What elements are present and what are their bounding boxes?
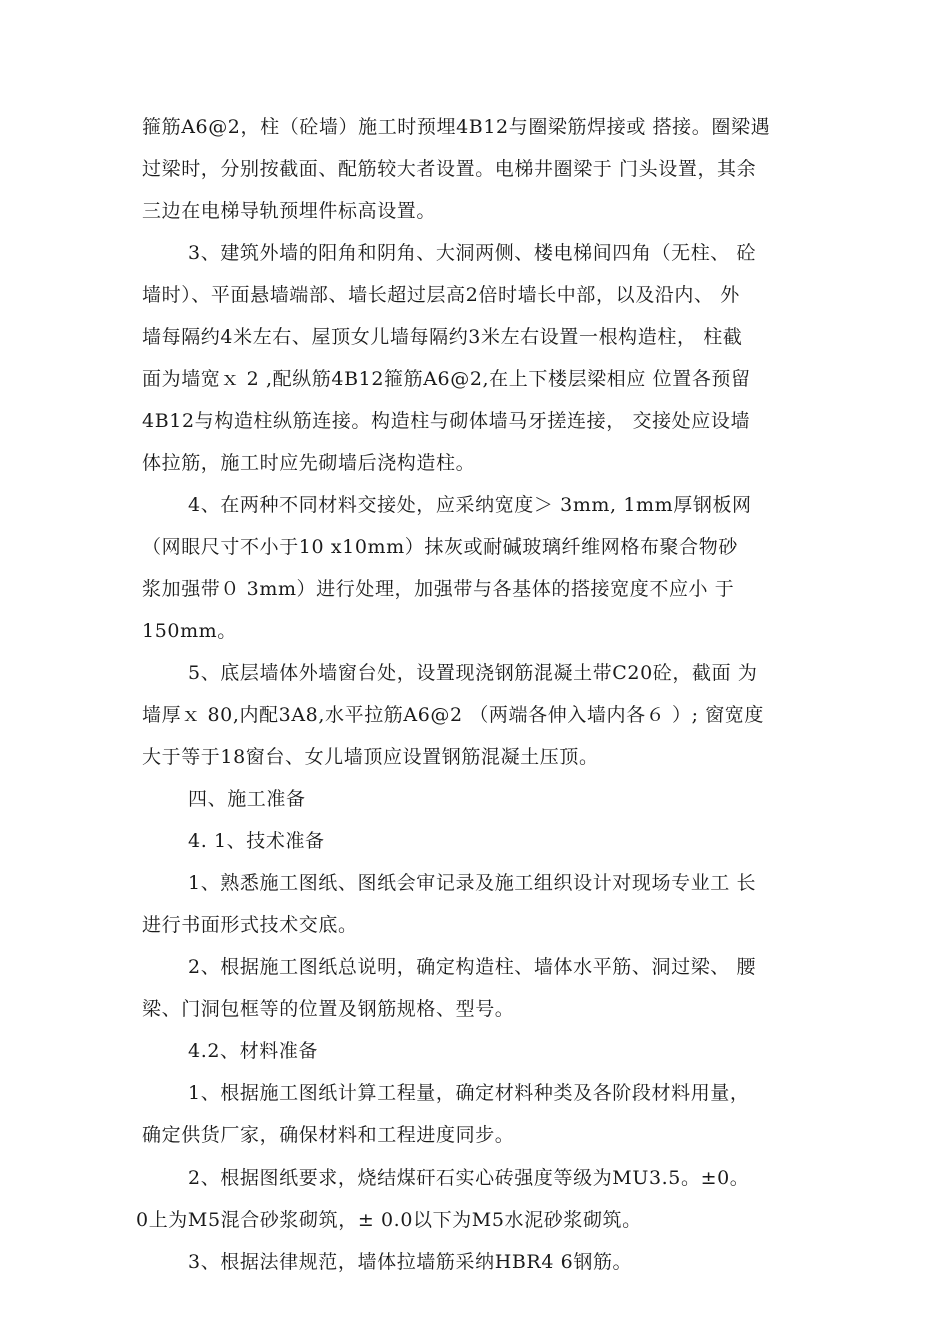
section-heading: 四、施工准备	[188, 788, 306, 810]
text-line: 墙每隔约4米左右、屋顶女儿墙每隔约3米左右设置一根构造柱， 柱截	[142, 326, 743, 348]
text-line: 三边在电梯导轨预埋件标高设置。	[142, 200, 437, 222]
paragraph-start: 2、根据施工图纸总说明，确定构造柱、墙体水平筋、洞过梁、 腰	[188, 956, 757, 978]
paragraph-start: 1、根据施工图纸计算工程量，确定材料种类及各阶段材料用量，	[188, 1082, 750, 1104]
subsection-heading: 4.2、材料准备	[188, 1040, 319, 1062]
text-line: 过梁时，分别按截面、配筋较大者设置。电梯井圈梁于 门头设置，其余	[142, 158, 757, 180]
text-line: 浆加强带０ 3mm）进行处理，加强带与各基体的搭接宽度不应小 于	[142, 578, 735, 600]
text-line: 150mm。	[142, 620, 237, 642]
paragraph-start: 1、熟悉施工图纸、图纸会审记录及施工组织设计对现场专业工 长	[188, 872, 757, 894]
text-line: 0上为M5混合砂浆砌筑，± 0.0以下为M5水泥砂浆砌筑。	[136, 1209, 642, 1231]
text-line: （网眼尺寸不小于10 x10mm）抹灰或耐碱玻璃纤维网格布聚合物砂	[142, 536, 738, 558]
paragraph-start: 5、底层墙体外墙窗台处，设置现浇钢筋混凝土带C20砼，截面 为	[188, 662, 758, 684]
text-line: 墙厚ｘ 80,内配3A8,水平拉筋A6@2 （两端各伸入墙内各６ ）; 窗宽度	[142, 704, 765, 726]
text-line: 4B12与构造柱纵筋连接。构造柱与砌体墙马牙搓连接， 交接处应设墙	[142, 410, 751, 432]
text-line: 大于等于18窗台、女儿墙顶应设置钢筋混凝土压顶。	[142, 746, 599, 768]
paragraph-start: 4、在两种不同材料交接处，应采纳宽度＞ 3mm, 1mm厚钢板网	[188, 494, 752, 516]
text-line: 进行书面形式技术交底。	[142, 914, 358, 936]
text-line: 墙时）、平面悬墙端部、墙长超过层高2倍时墙长中部，以及沿内、 外	[142, 284, 740, 306]
text-line: 确定供货厂家，确保材料和工程进度同步。	[142, 1124, 515, 1146]
paragraph-start: 3、建筑外墙的阳角和阴角、大洞两侧、楼电梯间四角（无柱、 砼	[188, 242, 757, 264]
text-line: 面为墙宽ｘ 2 ,配纵筋4B12箍筋A6@2,在上下楼层梁相应 位置各预留	[142, 368, 751, 390]
text-line: 体拉筋，施工时应先砌墙后浇构造柱。	[142, 452, 476, 474]
paragraph-start: 2、根据图纸要求，烧结煤矸石实心砖强度等级为MU3.5。±0。	[188, 1167, 750, 1189]
paragraph-start: 3、根据法律规范，墙体拉墙筋采纳HBR4 6钢筋。	[188, 1251, 633, 1273]
text-line: 箍筋A6@2，柱（砼墙）施工时预埋4B12与圈梁筋焊接或 搭接。圈梁遇	[142, 116, 771, 138]
subsection-heading: 4. 1、技术准备	[188, 830, 325, 852]
text-line: 梁、门洞包框等的位置及钢筋规格、型号。	[142, 998, 515, 1020]
